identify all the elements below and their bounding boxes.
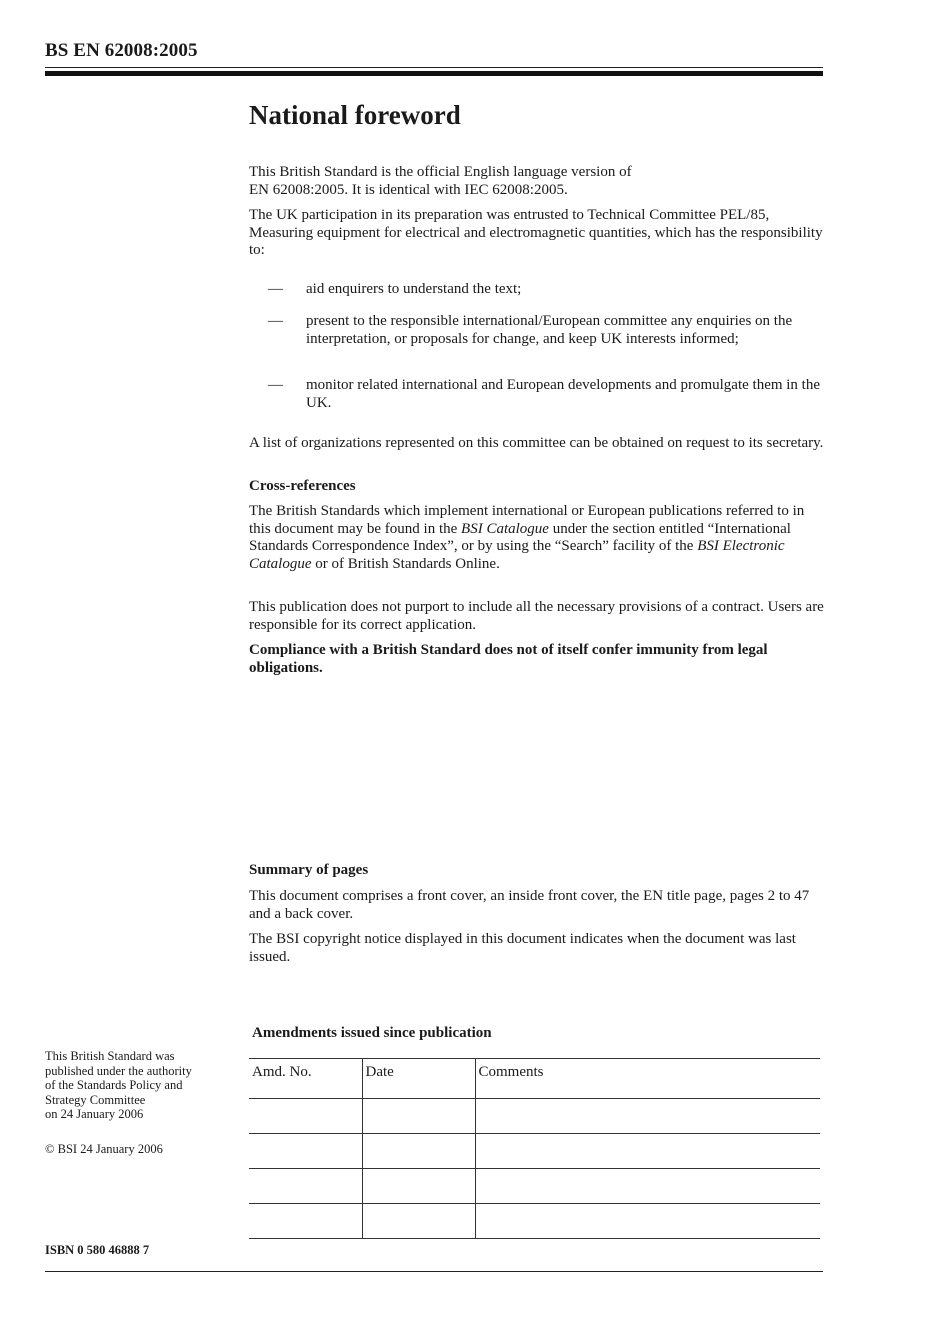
bsi-catalogue-title: BSI Catalogue [461,520,549,537]
table-cell [475,1099,820,1134]
intro-paragraph-2: The UK participation in its preparation was entrusted to Technical Committee PEL/85, Measuring equipment for electrical and electromagnetic quantities, which has the responsibility to: [249,207,823,258]
column-header-amd-no: Amd. No. [249,1059,362,1099]
table-cell [249,1204,362,1239]
responsibility-text: present to the responsible international/European committee any enquiries on the interpretation, or proposals for change, and keep UK interests informed; [306,313,793,347]
compliance-statement: Compliance with a British Standard does not of itself confer immunity from legal obligations. [249,642,768,676]
authority-line: Strategy Committee [45,1092,146,1107]
summary-pages-paragraph: This document comprises a front cover, an inside front cover, the EN title page, pages 2 to 47 and a back cover. [249,888,810,922]
responsibility-text: aid enquirers to understand the text; [306,281,522,297]
table-cell [362,1134,475,1169]
publication-authority-note [45,1049,235,1122]
column-header-comments: Comments [475,1059,820,1099]
bsi-electronic-catalogue-title: BSI Electronic Catalogue [249,538,785,572]
amendments-heading: Amendments issued since publication [252,1025,492,1041]
responsibility-text: monitor related international and European developments and promulgate them in the UK. [306,377,821,411]
cross-ref-text-2: under the section entitled “International Standards Correspondence Index”, or by using the “Search” facility of the [249,520,791,554]
provisions-paragraph: This publication does not purport to include all the necessary provisions of a contract. Users are responsible for its correct application. [249,599,824,633]
table-row [249,1099,820,1134]
table-cell [362,1169,475,1204]
amendments-table [249,1058,820,1239]
table-row [249,1204,820,1239]
intro-paragraph-1 [249,164,824,199]
authority-line: on 24 January 2006 [45,1107,144,1121]
footer-rule [45,1271,823,1272]
intro-line-2: EN 62008:2005. It is identical with IEC 62008:2005. [249,181,568,198]
cross-references-paragraph [249,503,824,573]
table-cell [362,1099,475,1134]
table-row [249,1169,820,1204]
bullet-dash: — [268,377,283,393]
page-title: National foreword [249,100,461,130]
table-cell [362,1204,475,1239]
table-cell [475,1169,820,1204]
table-row [249,1134,820,1169]
cross-ref-text-3: or of British Standards Online. [311,555,500,572]
table-cell [249,1099,362,1134]
committee-list-paragraph: A list of organizations represented on this committee can be obtained on request to its secretary. [249,435,824,451]
table-cell [475,1204,820,1239]
bullet-dash: — [268,281,283,297]
copyright-notice-paragraph: The BSI copyright notice displayed in this document indicates when the document was last issued. [249,931,796,965]
table-header-row [249,1059,820,1099]
cross-ref-text-1: The British Standards which implement international or European publications referred to in this document may be found in the [249,503,805,537]
standard-id: BS EN 62008:2005 [45,40,198,61]
cross-references-heading: Cross-references [249,478,356,494]
bsi-copyright: © BSI 24 January 2006 [45,1142,163,1156]
bullet-dash: — [268,313,283,329]
table-cell [475,1134,820,1169]
header-rule-thin [45,67,823,68]
isbn: ISBN 0 580 46888 7 [45,1243,150,1257]
table-cell [249,1169,362,1204]
authority-line: This British Standard was [45,1049,175,1063]
authority-line: published under the authority [45,1063,192,1078]
summary-of-pages-heading: Summary of pages [249,862,369,878]
header-rule-thick [45,71,823,76]
table-cell [249,1134,362,1169]
intro-line-1: This British Standard is the official English language version of [249,164,632,180]
authority-line: of the Standards Policy and [45,1078,183,1092]
column-header-date: Date [362,1059,475,1099]
